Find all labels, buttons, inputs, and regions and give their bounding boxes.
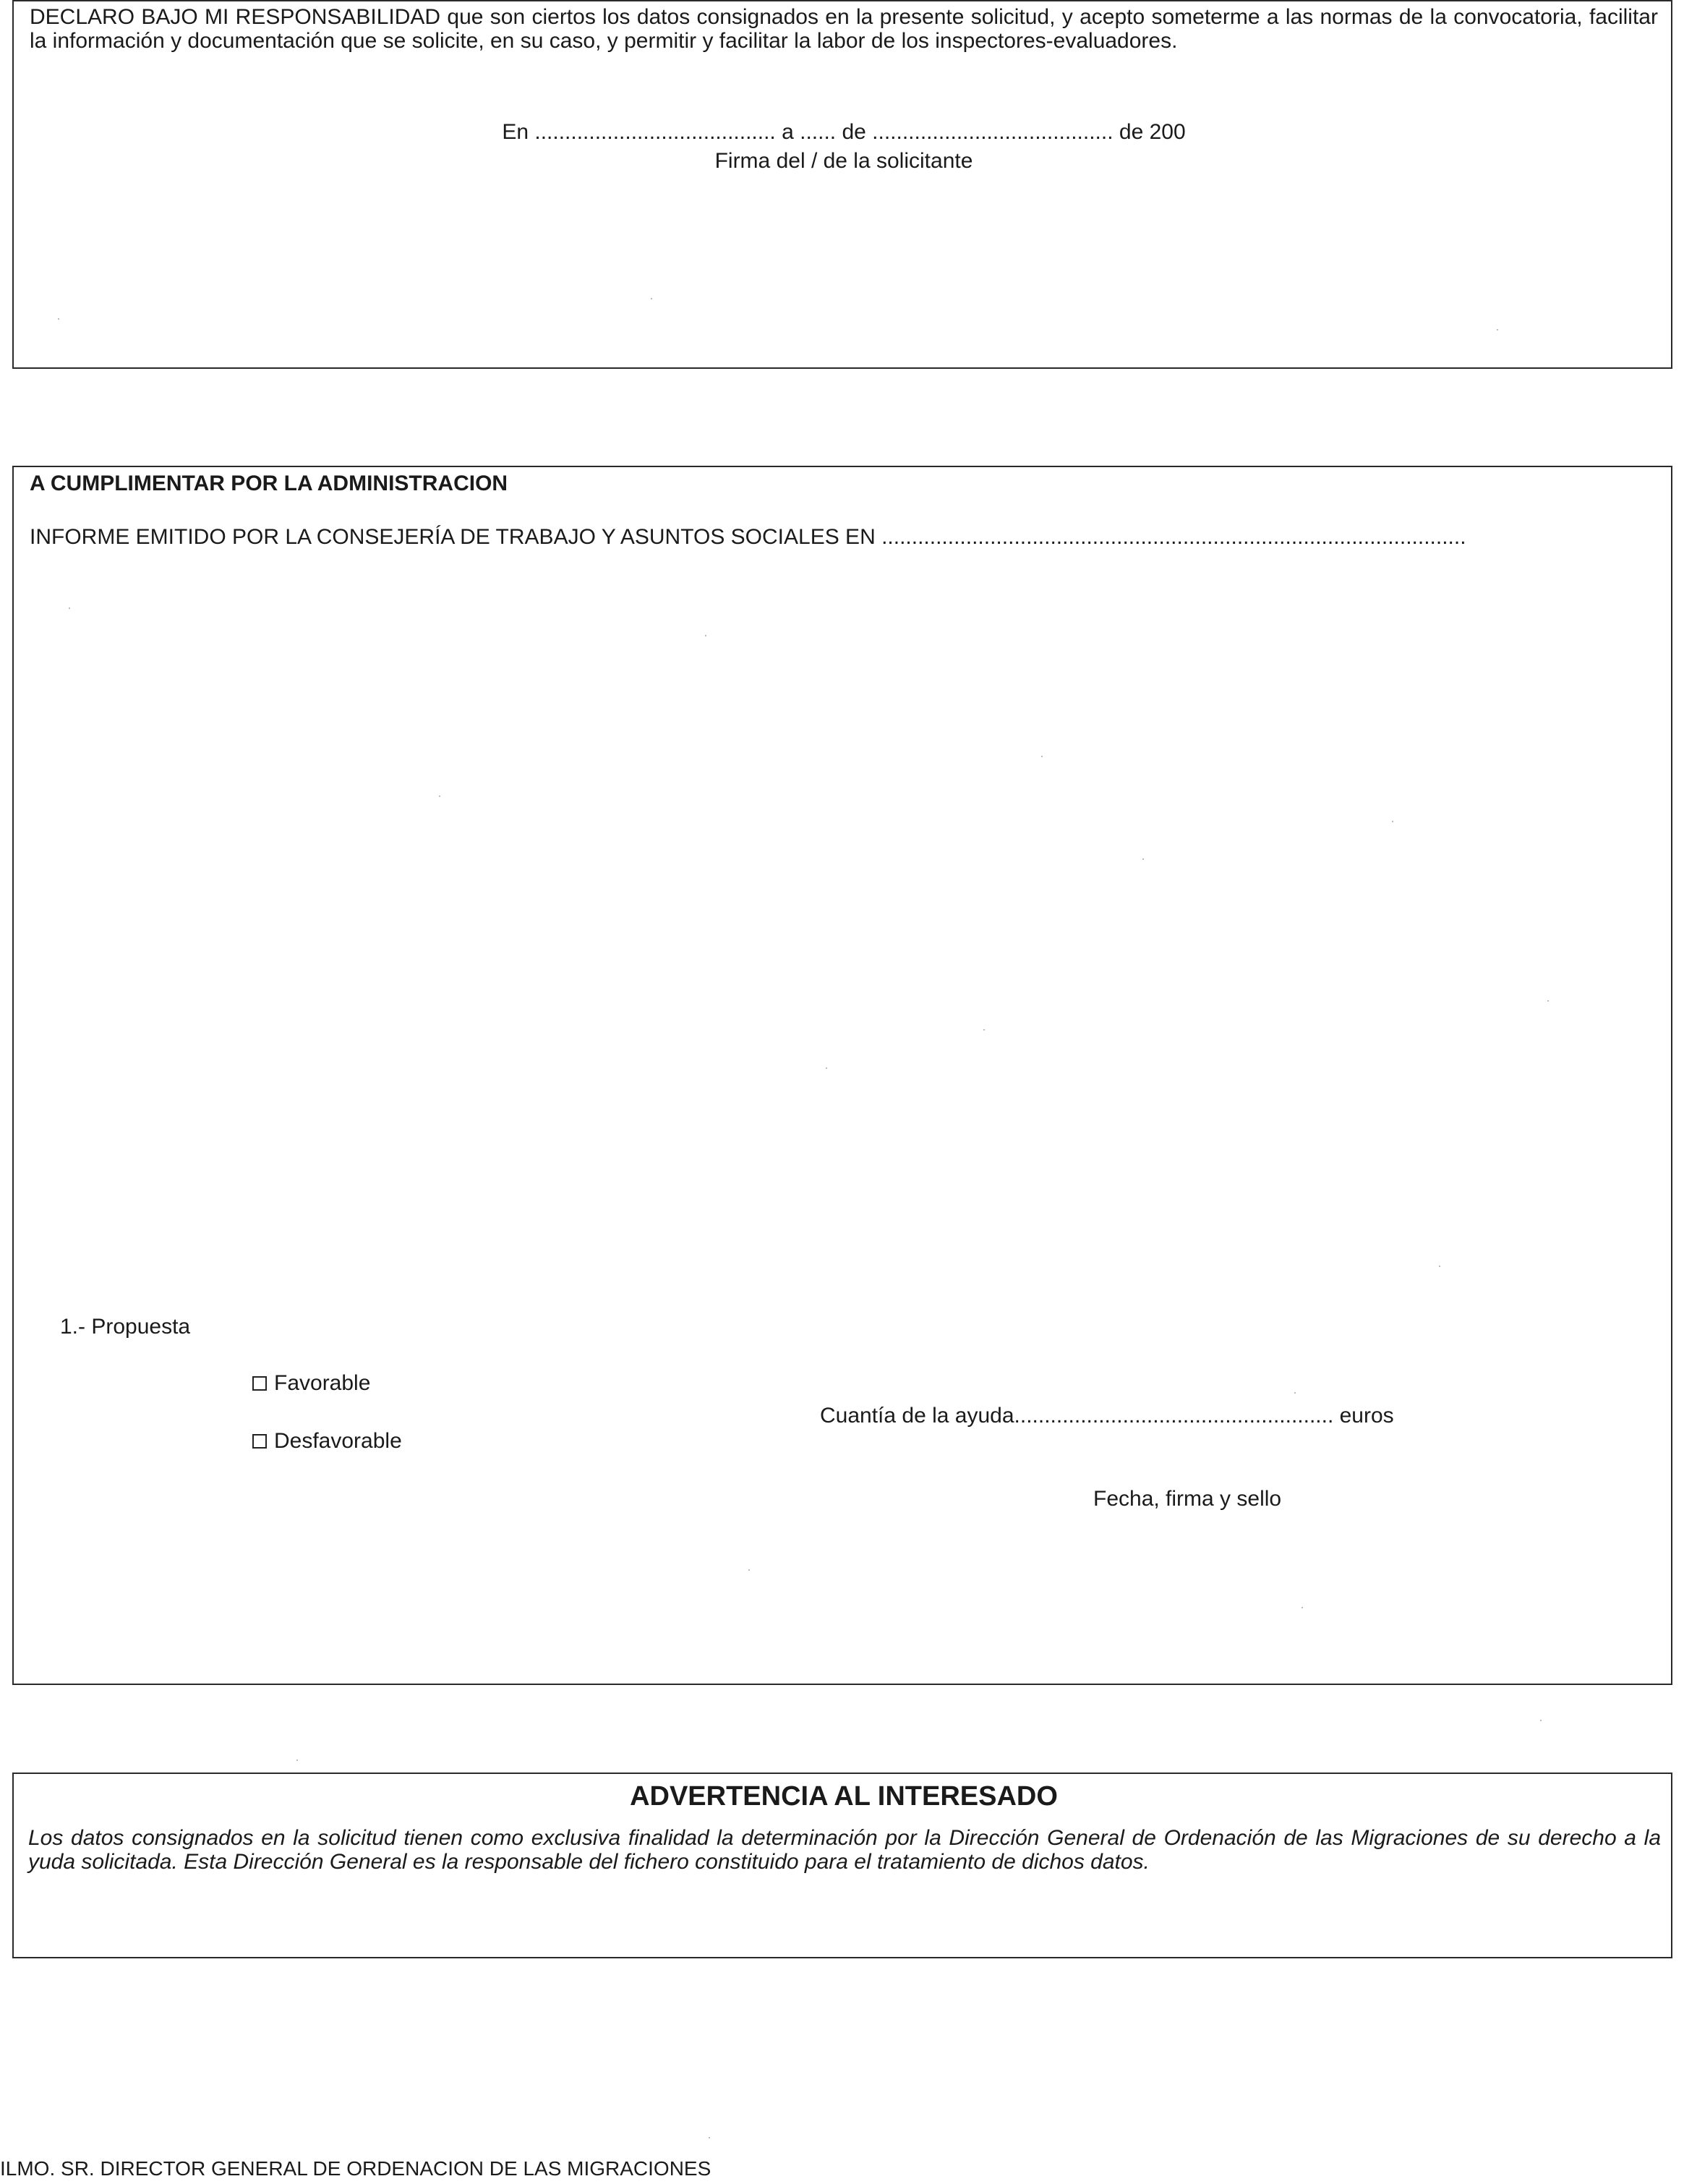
declaration-box (12, 0, 1672, 369)
option-favorable-label: Favorable (274, 1371, 371, 1395)
scan-speck (296, 1759, 298, 1761)
option-unfavorable[interactable] (252, 1429, 402, 1453)
report-issued-line[interactable]: INFORME EMITIDO POR LA CONSEJERÍA DE TRABAJO Y ASUNTOS SOCIALES EN ................................................................................................. (30, 525, 1466, 549)
option-favorable[interactable] (252, 1371, 370, 1395)
warning-text: Los datos consignados en la solicitud tienen como exclusiva finalidad la determinación por la Dirección General de Ordenación de las Migraciones de su derecho a la yuda solicitada. Esta Dirección General es la responsable del fichero constituido para el tratamiento de dichos datos. (28, 1826, 1661, 1874)
scan-speck (826, 1067, 827, 1069)
warning-title: ADVERTENCIA AL INTERESADO (630, 1781, 1058, 1812)
applicant-signature-label: Firma del / de la solicitante (714, 149, 973, 173)
aid-amount-line[interactable]: Cuantía de la ayuda..................................................... euros (820, 1404, 1394, 1428)
scan-speck (69, 607, 70, 609)
checkbox-icon[interactable] (252, 1376, 267, 1391)
scan-speck (1497, 329, 1498, 330)
warning-box (12, 1773, 1672, 1958)
addressee-line: ILMO. SR. DIRECTOR GENERAL DE ORDENACION DE LAS MIGRACIONES (0, 2157, 711, 2180)
place-date-line[interactable]: En ........................................ a ...... de ........................................ de 200 (502, 120, 1186, 144)
scan-speck (1142, 858, 1144, 860)
administration-title: A CUMPLIMENTAR POR LA ADMINISTRACION (30, 472, 508, 495)
declaration-text: DECLARO BAJO MI RESPONSABILIDAD que son ciertos los datos consignados en la presente solicitud, y acepto someterme a las normas de la convocatoria, facilitar la información y documentación que se solicite, en su caso, y permitir y facilitar la labor de los inspectores-evaluadores. (30, 5, 1658, 53)
administration-box (12, 466, 1672, 1685)
scan-speck (58, 318, 59, 320)
scan-speck (709, 2137, 710, 2138)
scan-speck (1041, 756, 1043, 757)
option-unfavorable-label: Desfavorable (274, 1429, 402, 1453)
date-signature-stamp-label: Fecha, firma y sello (1093, 1487, 1282, 1511)
scan-speck (1392, 821, 1393, 822)
checkbox-icon[interactable] (252, 1434, 267, 1449)
scan-speck (748, 1569, 750, 1571)
scan-speck (705, 635, 706, 636)
proposal-label: 1.- Propuesta (60, 1315, 191, 1339)
scan-speck (1547, 1000, 1549, 1002)
scan-speck (1294, 1392, 1296, 1394)
scan-speck (439, 795, 440, 797)
scan-speck (651, 298, 652, 299)
scan-speck (1540, 1720, 1542, 1721)
scan-speck (1302, 1607, 1303, 1608)
scan-speck (1439, 1266, 1440, 1267)
scan-speck (983, 1029, 985, 1031)
